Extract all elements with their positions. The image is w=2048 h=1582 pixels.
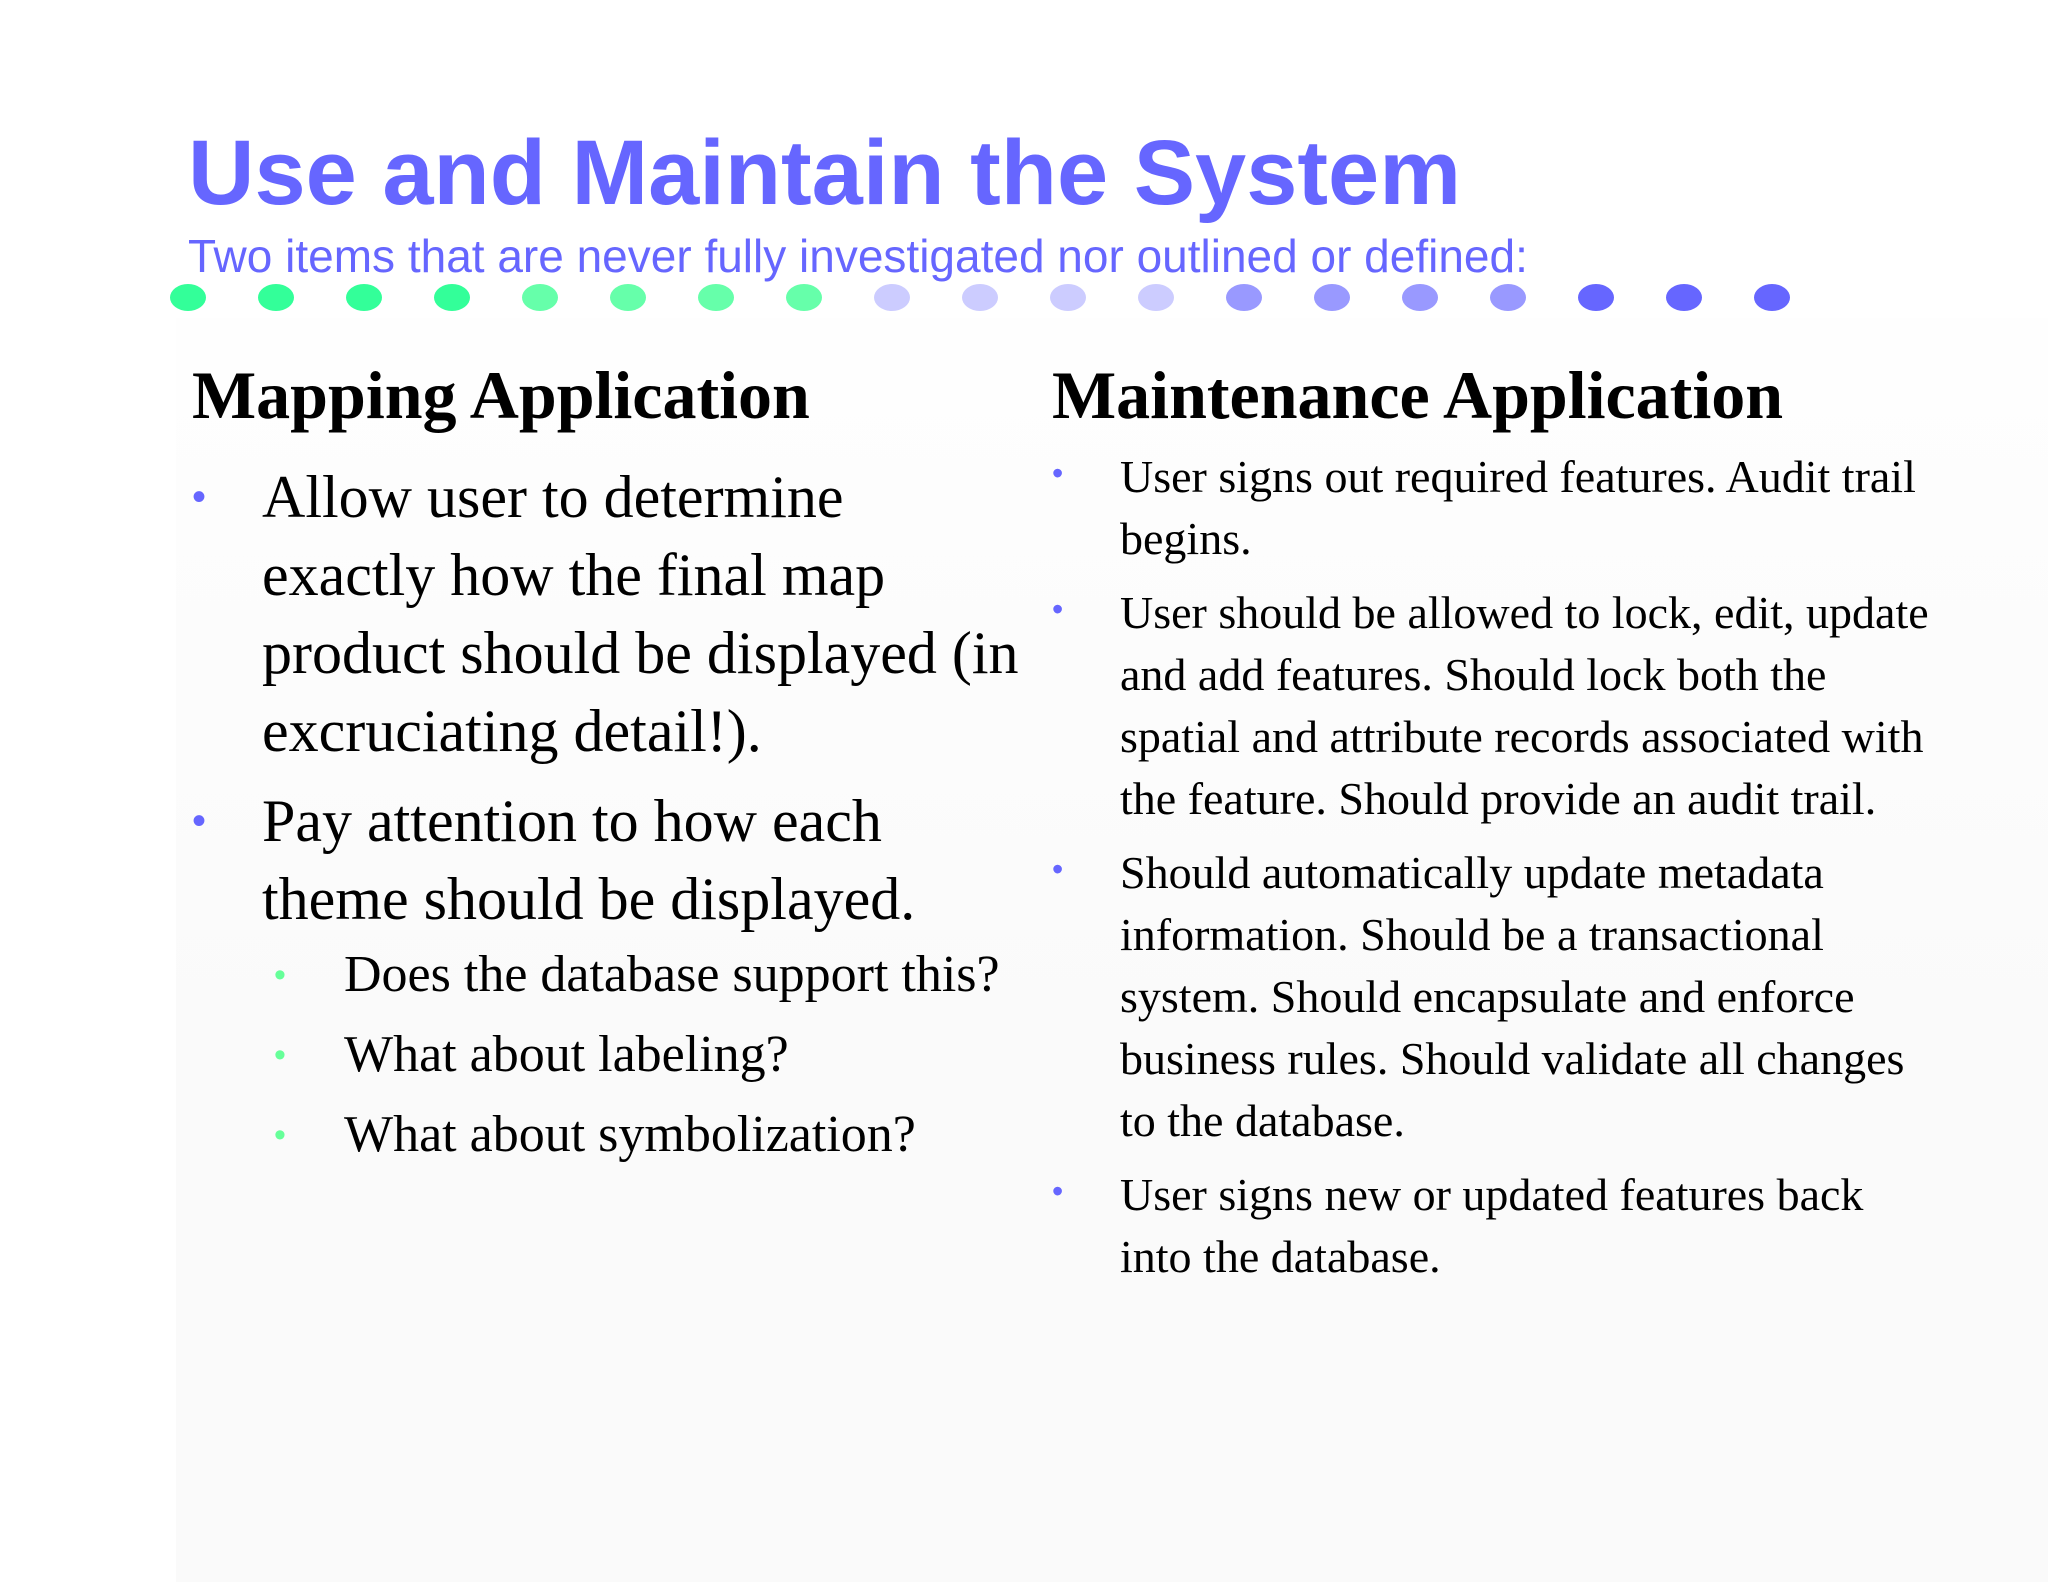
list-item (192, 458, 1022, 770)
bullet-icon: • (274, 1036, 286, 1074)
list-item (1052, 1164, 1932, 1288)
slide-title: Use and Maintain the System (188, 122, 1461, 224)
bullet-icon: • (274, 1116, 286, 1154)
maintenance-application-list (1052, 446, 1932, 1288)
maintenance-application-heading: Maintenance Application (1052, 357, 1784, 433)
divider-dot (1578, 284, 1614, 311)
list-item (1052, 446, 1932, 570)
list-item-text: Pay attention to how each theme should be displayed. (262, 788, 916, 932)
bullet-icon: • (192, 475, 207, 519)
list-item (192, 782, 1022, 1168)
maintenance-application-column (1052, 352, 1932, 1300)
divider-dot (874, 284, 910, 311)
divider-dot (1050, 284, 1086, 311)
divider-dot (1314, 284, 1350, 311)
sub-list-item (274, 942, 1022, 1008)
list-item (1052, 582, 1932, 830)
divider-dot (258, 284, 294, 311)
list-item-text: Should automatically update metadata information. Should be a transactional system. Should encapsulate and enforce business rules. Should validate all changes to the database. (1120, 847, 1905, 1146)
list-item-text: User signs out required features. Audit trail begins. (1120, 451, 1916, 564)
list-item-text: Allow user to determine exactly how the final map product should be displayed (in excruciating detail!). (262, 464, 1019, 764)
sub-list-item-text: What about labeling? (344, 1026, 789, 1083)
bullet-icon: • (1052, 591, 1064, 627)
divider-dot (698, 284, 734, 311)
divider-dot (1138, 284, 1174, 311)
sub-list-item-text: Does the database support this? (344, 946, 1000, 1003)
divider-dot (610, 284, 646, 311)
divider-dot (962, 284, 998, 311)
list-item-text: User should be allowed to lock, edit, update and add features. Should lock both the spatial and attribute records associated with the feature. Should provide an audit trail. (1120, 587, 1929, 824)
bullet-icon: • (1052, 1173, 1064, 1209)
mapping-application-heading: Mapping Application (192, 357, 810, 433)
bullet-icon: • (1052, 455, 1064, 491)
divider-dot (786, 284, 822, 311)
divider-dot (1666, 284, 1702, 311)
sub-list-item-text: What about symbolization? (344, 1106, 916, 1163)
bullet-icon: • (274, 956, 286, 994)
mapping-application-column (192, 352, 1022, 1182)
bullet-icon: • (192, 799, 207, 843)
list-item (1052, 842, 1932, 1152)
sub-list-item (274, 1022, 1022, 1088)
divider-dot (522, 284, 558, 311)
divider-dot (1490, 284, 1526, 311)
divider-dot (1226, 284, 1262, 311)
list-item-text: User signs new or updated features back into the database. (1120, 1169, 1864, 1282)
divider-dot (434, 284, 470, 311)
slide-subtitle: Two items that are never fully investigated nor outlined or defined: (188, 230, 1528, 282)
bullet-icon: • (1052, 851, 1064, 887)
divider-dot (346, 284, 382, 311)
decorative-dot-divider (170, 284, 1810, 316)
theme-sub-list (274, 942, 1022, 1168)
mapping-application-list (192, 458, 1022, 1168)
divider-dot (1402, 284, 1438, 311)
divider-dot (170, 284, 206, 311)
divider-dot (1754, 284, 1790, 311)
sub-list-item (274, 1102, 1022, 1168)
